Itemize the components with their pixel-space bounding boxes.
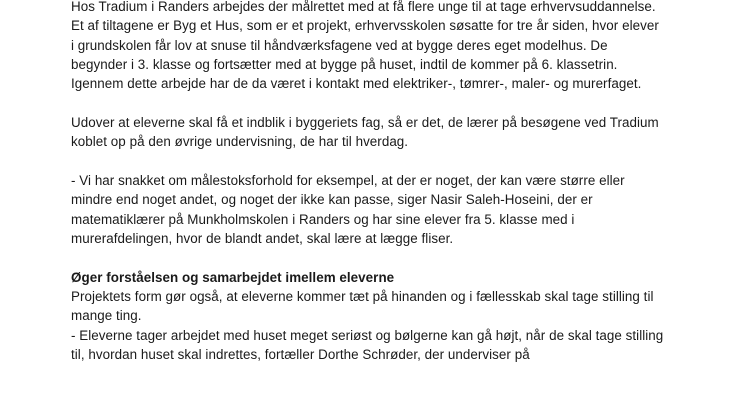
text-line: mindre end noget andet, og noget der ikke kan passe, siger Nasir Saleh-Hoseini, der er xyxy=(71,192,593,208)
text-line: - Eleverne tager arbejdet med huset meget seriøst og bølgerne kan gå højt, når de skal tage stilling xyxy=(71,327,664,343)
paragraph-quote-closing xyxy=(71,326,711,365)
paragraph-quote-teacher xyxy=(71,171,711,248)
text-line: Igennem dette arbejde har de da været i kontakt med elektriker-, tømrer-, maler- og murerfaget. xyxy=(71,76,642,92)
section-heading: Øger forståelsen og samarbejdet imellem eleverne xyxy=(71,269,395,285)
text-line: begynder i 3. klasse og fortsætter med at bygge på huset, indtil de kommer på 6. klassetrin. xyxy=(71,56,618,72)
text-line: - Vi har snakket om målestoksforhold for eksempel, at der er noget, der kan være større eller xyxy=(71,173,625,189)
paragraph-intro xyxy=(71,0,711,93)
section-cooperation xyxy=(71,268,711,326)
text-line: Udover at eleverne skal få et indblik i byggeriets fag, så er det, de lærer på besøgene ved Tradium xyxy=(71,114,659,130)
text-line: murerafdelingen, hvor de blandt andet, skal lære at lægge fliser. xyxy=(71,230,454,246)
text-line: i grundskolen får lov at snuse til håndværksfagene ved at bygge deres eget modelhus. De xyxy=(71,37,608,53)
text-line: Projektets form gør også, at eleverne kommer tæt på hinanden og i fællesskab skal tage stilling til xyxy=(71,289,654,305)
paragraph-insight xyxy=(71,113,711,152)
text-line: mange ting. xyxy=(71,308,142,324)
text-line: koblet op på den øvrige undervisning, de har til hverdag. xyxy=(71,134,409,150)
text-line: Hos Tradium i Randers arbejdes der målrettet med at få flere unge til at tage erhvervsuddannelse. xyxy=(71,0,656,14)
text-line: til, hvordan huset skal indrettes, fortæller Dorthe Schrøder, der underviser på xyxy=(71,346,530,362)
text-line: Et af tiltagene er Byg et Hus, som er et projekt, erhvervsskolen søsatte for tre år siden, hvor elever xyxy=(71,18,659,34)
text-line: matematiklærer på Munkholmskolen i Randers og har sine elever fra 5. klasse med i xyxy=(71,211,575,227)
document-body xyxy=(71,0,711,384)
